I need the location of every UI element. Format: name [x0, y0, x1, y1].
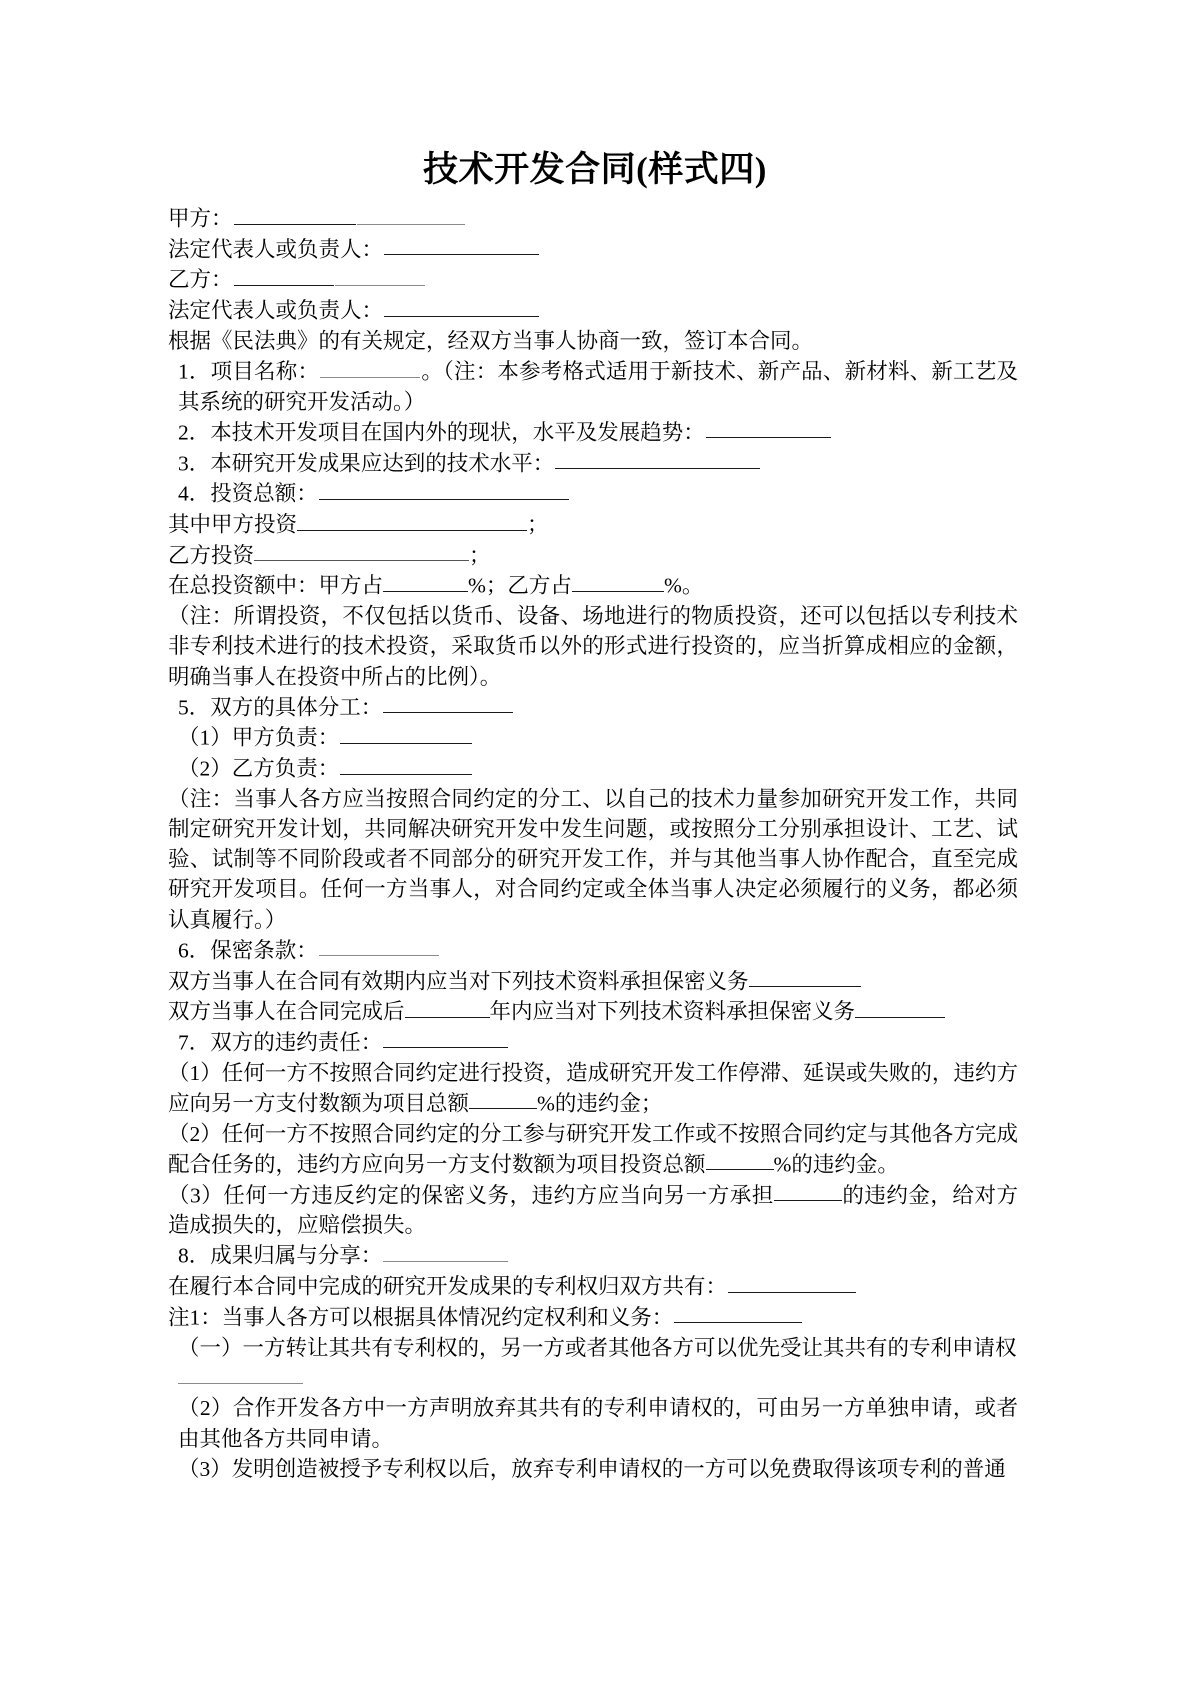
clause-8-heading — [168, 1240, 1018, 1271]
party-line-yifang-rep — [168, 295, 1018, 326]
clause-7-item-1 — [168, 1058, 1018, 1119]
party-label: 乙方： — [168, 267, 233, 292]
division-note: （注：当事人各方应当按照合同约定的分工、以自己的技术力量参加研究开发工作，共同制定研究开发计划，共同解决研究开发中发生问题，或按照分工分别承担设计、工艺、试验、试制等不同阶段或者不同部分的研究开发工作，并与其他当事人协作配合，直至完成研究开发项目。任何一方当事人，对合同约定或全体当事人决定必须履行的义务，都必须认真履行。） — [168, 786, 1018, 932]
clause-5-heading — [168, 692, 1018, 723]
clause-number: 7． — [178, 1030, 211, 1055]
confidentiality-middle: 年内应当对下列技术资料承担保密义务 — [489, 999, 856, 1024]
clause-number: 2． — [178, 420, 211, 445]
clause-text-before: 投资总额： — [210, 481, 318, 506]
ownership-item-1 — [168, 1333, 1018, 1394]
investment-share-blank-jiafang[interactable] — [383, 569, 468, 592]
investment-share-after: %。 — [663, 573, 704, 598]
sub-item-label: （2）乙方负责： — [178, 756, 340, 781]
sub-item-text-after: %的违约金； — [537, 1091, 663, 1116]
ownership-item-blank-wrap — [178, 1363, 1018, 1394]
clause-blank[interactable] — [555, 447, 760, 470]
party-blank[interactable] — [234, 263, 334, 286]
ownership-item-text: （一）一方转让其共有专利权的，另一方或者其他各方可以优先受让其共有的专利申请权 — [178, 1335, 1017, 1360]
party-label: 法定代表人或负责人： — [168, 298, 384, 323]
sub-item-text-after: %的违约金。 — [773, 1152, 899, 1177]
clause-blank[interactable] — [319, 934, 439, 957]
party-label: 甲方： — [168, 206, 233, 231]
ownership-text: 在履行本合同中完成的研究开发成果的专利权归双方共有： — [168, 1274, 728, 1299]
confidentiality-line-2 — [168, 996, 1018, 1027]
clause-number: 5． — [178, 695, 211, 720]
ownership-line-1 — [168, 1271, 1018, 1302]
clause-text: 保密条款： — [210, 938, 318, 963]
party-line-jiafang-rep — [168, 234, 1018, 265]
ownership-note-blank[interactable] — [674, 1301, 802, 1324]
clause-number: 3． — [178, 451, 211, 476]
clause-6-heading — [168, 935, 1018, 966]
ownership-blank[interactable] — [728, 1270, 856, 1293]
investment-blank[interactable] — [254, 539, 469, 562]
confidentiality-blank-2[interactable] — [855, 995, 945, 1018]
confidentiality-line-1 — [168, 966, 1018, 997]
clause-text: 成果归属与分享： — [210, 1243, 383, 1268]
ownership-item-3: （3）发明创造被授予专利权以后，放弃专利申请权的一方可以免费取得该项专利的普通 — [178, 1456, 1006, 1481]
sub-item-label: （1）甲方负责： — [178, 725, 340, 750]
investment-share-blank-yifang[interactable] — [572, 569, 664, 592]
investment-note: （注：所谓投资，不仅包括以货币、设备、场地进行的物质投资，还可以包括以专利技术非专利技术进行的技术投资，采取货币以外的形式进行投资的，应当折算成相应的金额，明确当事人在投资中所占的比例）。 — [168, 604, 1018, 689]
investment-label: 乙方投资 — [168, 543, 255, 568]
investment-jiafang-line — [168, 509, 1018, 540]
clause-number: 4． — [178, 481, 211, 506]
investment-yifang-line — [168, 540, 1018, 571]
party-line-yifang — [168, 264, 1018, 295]
ownership-item-blank[interactable] — [178, 1362, 303, 1385]
clause-7-heading — [168, 1027, 1018, 1058]
confidentiality-blank[interactable] — [749, 965, 861, 988]
clause-1 — [168, 356, 1018, 417]
sub-item-blank[interactable] — [706, 1148, 774, 1171]
ownership-note-1 — [168, 1302, 1018, 1333]
clause-blank[interactable] — [383, 1239, 508, 1262]
ownership-item-2: （2）合作开发各方中一方声明放弃其共有的专利申请权的，可由另一方单独申请，或者由其他各方共同申请。 — [178, 1396, 1018, 1451]
clause-7-item-2 — [168, 1119, 1018, 1180]
document-body — [168, 203, 1018, 1484]
preamble-line: 根据《民法典》的有关规定，经双方当事人协商一致，签订本合同。 — [168, 328, 814, 353]
investment-label: 其中甲方投资 — [168, 512, 298, 537]
clause-blank[interactable] — [706, 416, 831, 439]
sub-item-text: （3）任何一方违反约定的保密义务，违约方应当向另一方承担 — [168, 1183, 774, 1207]
clause-number: 1． — [178, 359, 211, 384]
clause-text-before: 本技术开发项目在国内外的现状，水平及发展趋势： — [210, 420, 705, 445]
investment-share-line — [168, 570, 1018, 601]
clause-5-item-2 — [168, 753, 1018, 784]
clause-text-before: 项目名称： — [210, 359, 320, 384]
clause-7-item-3 — [168, 1180, 1018, 1241]
sub-item-blank[interactable] — [774, 1179, 842, 1202]
sub-item-blank[interactable] — [340, 721, 472, 744]
sub-item-text: （1）任何一方不按照合同约定进行投资，造成研究开发工作停滞、延误或失败的，违约方应向另一方支付数额为项目总额 — [168, 1060, 1018, 1116]
confidentiality-text: 双方当事人在合同有效期内应当对下列技术资料承担保密义务 — [168, 969, 749, 994]
sub-item-text: （2）任何一方不按照合同约定的分工参与研究开发工作或不按照合同约定与其他各方完成配合任务的，违约方应向另一方支付数额为项目投资总额 — [168, 1121, 1018, 1177]
clause-number: 8． — [178, 1243, 211, 1268]
page-title: 技术开发合同(样式四) — [423, 150, 767, 189]
party-label: 法定代表人或负责人： — [168, 237, 384, 262]
party-line-jiafang — [168, 203, 1018, 234]
party-blank[interactable] — [384, 233, 539, 256]
party-blank[interactable] — [384, 294, 539, 317]
clause-blank[interactable] — [383, 691, 513, 714]
investment-terminator: ； — [527, 512, 549, 537]
clause-3 — [168, 448, 1018, 479]
clause-blank[interactable] — [320, 355, 420, 378]
party-blank[interactable] — [234, 202, 356, 225]
clause-4 — [168, 478, 1018, 509]
clause-text: 双方的违约责任： — [210, 1030, 383, 1055]
investment-blank[interactable] — [297, 508, 527, 531]
clause-5-item-1 — [168, 722, 1018, 753]
clause-text-before: 本研究开发成果应达到的技术水平： — [210, 451, 555, 476]
sub-item-blank[interactable] — [469, 1087, 537, 1110]
clause-text: 双方的具体分工： — [210, 695, 383, 720]
confidentiality-years-blank[interactable] — [405, 995, 490, 1018]
sub-item-text-after: 的违约金，给对方造成损失的，应赔偿损失。 — [168, 1183, 1018, 1238]
investment-terminator: ； — [469, 543, 491, 568]
clause-number: 6． — [178, 938, 211, 963]
clause-blank[interactable] — [383, 1026, 508, 1049]
clause-blank[interactable] — [319, 477, 569, 500]
sub-item-blank[interactable] — [340, 752, 472, 775]
confidentiality-text: 双方当事人在合同完成后 — [168, 999, 405, 1024]
clause-2 — [168, 417, 1018, 448]
ownership-note-text: 注1：当事人各方可以根据具体情况约定权利和义务： — [168, 1305, 674, 1330]
party-blank-cont[interactable] — [357, 202, 465, 225]
investment-share-label: 在总投资额中：甲方占 — [168, 573, 384, 598]
party-blank-cont[interactable] — [335, 263, 425, 286]
investment-share-middle: %；乙方占 — [468, 573, 572, 598]
clause-text-after: 。（注：本参考格式适用于新技术、新产品、新材料、新工艺及其系统的研究开发活动。） — [178, 359, 1018, 414]
